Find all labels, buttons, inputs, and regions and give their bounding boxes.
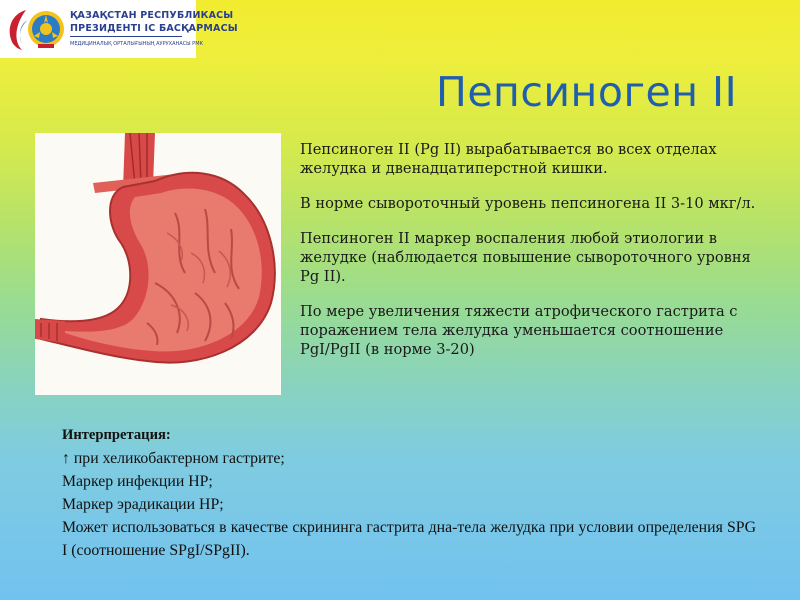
interpretation-block xyxy=(62,424,756,562)
interpretation-heading: Интерпретация: xyxy=(62,427,171,443)
logo-divider xyxy=(70,36,182,37)
interpretation-line: ↑ при хеликобактерном гастрите; xyxy=(62,450,285,467)
interpretation-line: Маркер эрадикации HP; xyxy=(62,496,224,513)
description-block xyxy=(300,140,770,375)
logo-text-line2: ПРЕЗИДЕНТІ ІС БАСҚАРМАСЫ xyxy=(70,23,238,34)
logo-text-line3: МЕДИЦИНАЛЫҚ ОРТАЛЫҒЫНЫҢ АУРУХАНАСЫ РМК xyxy=(70,41,204,47)
paragraph-production: Пепсиноген II (Pg II) вырабатывается во всех отделах желудка и двенадцатиперстной кишки. xyxy=(300,141,717,177)
paragraph-norm: В норме сывороточный уровень пепсиногена II 3-10 мкг/л. xyxy=(300,195,756,212)
paragraph-ratio: По мере увеличения тяжести атрофического гастрита с поражением тела желудка уменьшается соотношение PgI/PgII (в норме 3-20) xyxy=(300,303,738,358)
state-emblem-icon xyxy=(26,6,66,52)
logo-text-line1: ҚАЗАҚСТАН РЕСПУБЛИКАСЫ xyxy=(70,10,234,21)
stomach-illustration xyxy=(35,133,281,395)
logo xyxy=(0,0,238,58)
slide-title: Пепсиноген II xyxy=(436,68,738,116)
interpretation-line: Маркер инфекции HP; xyxy=(62,473,213,490)
paragraph-inflammation-marker: Пепсиноген II маркер воспаления любой этиологии в желудке (наблюдается повышение сывороточного уровня Pg II). xyxy=(300,230,751,285)
stomach-icon xyxy=(35,133,281,395)
interpretation-line: Может использоваться в качестве скрининга гастрита дна-тела желудка при условии определения SPG I (соотношение SPgI/SPgII). xyxy=(62,519,756,559)
